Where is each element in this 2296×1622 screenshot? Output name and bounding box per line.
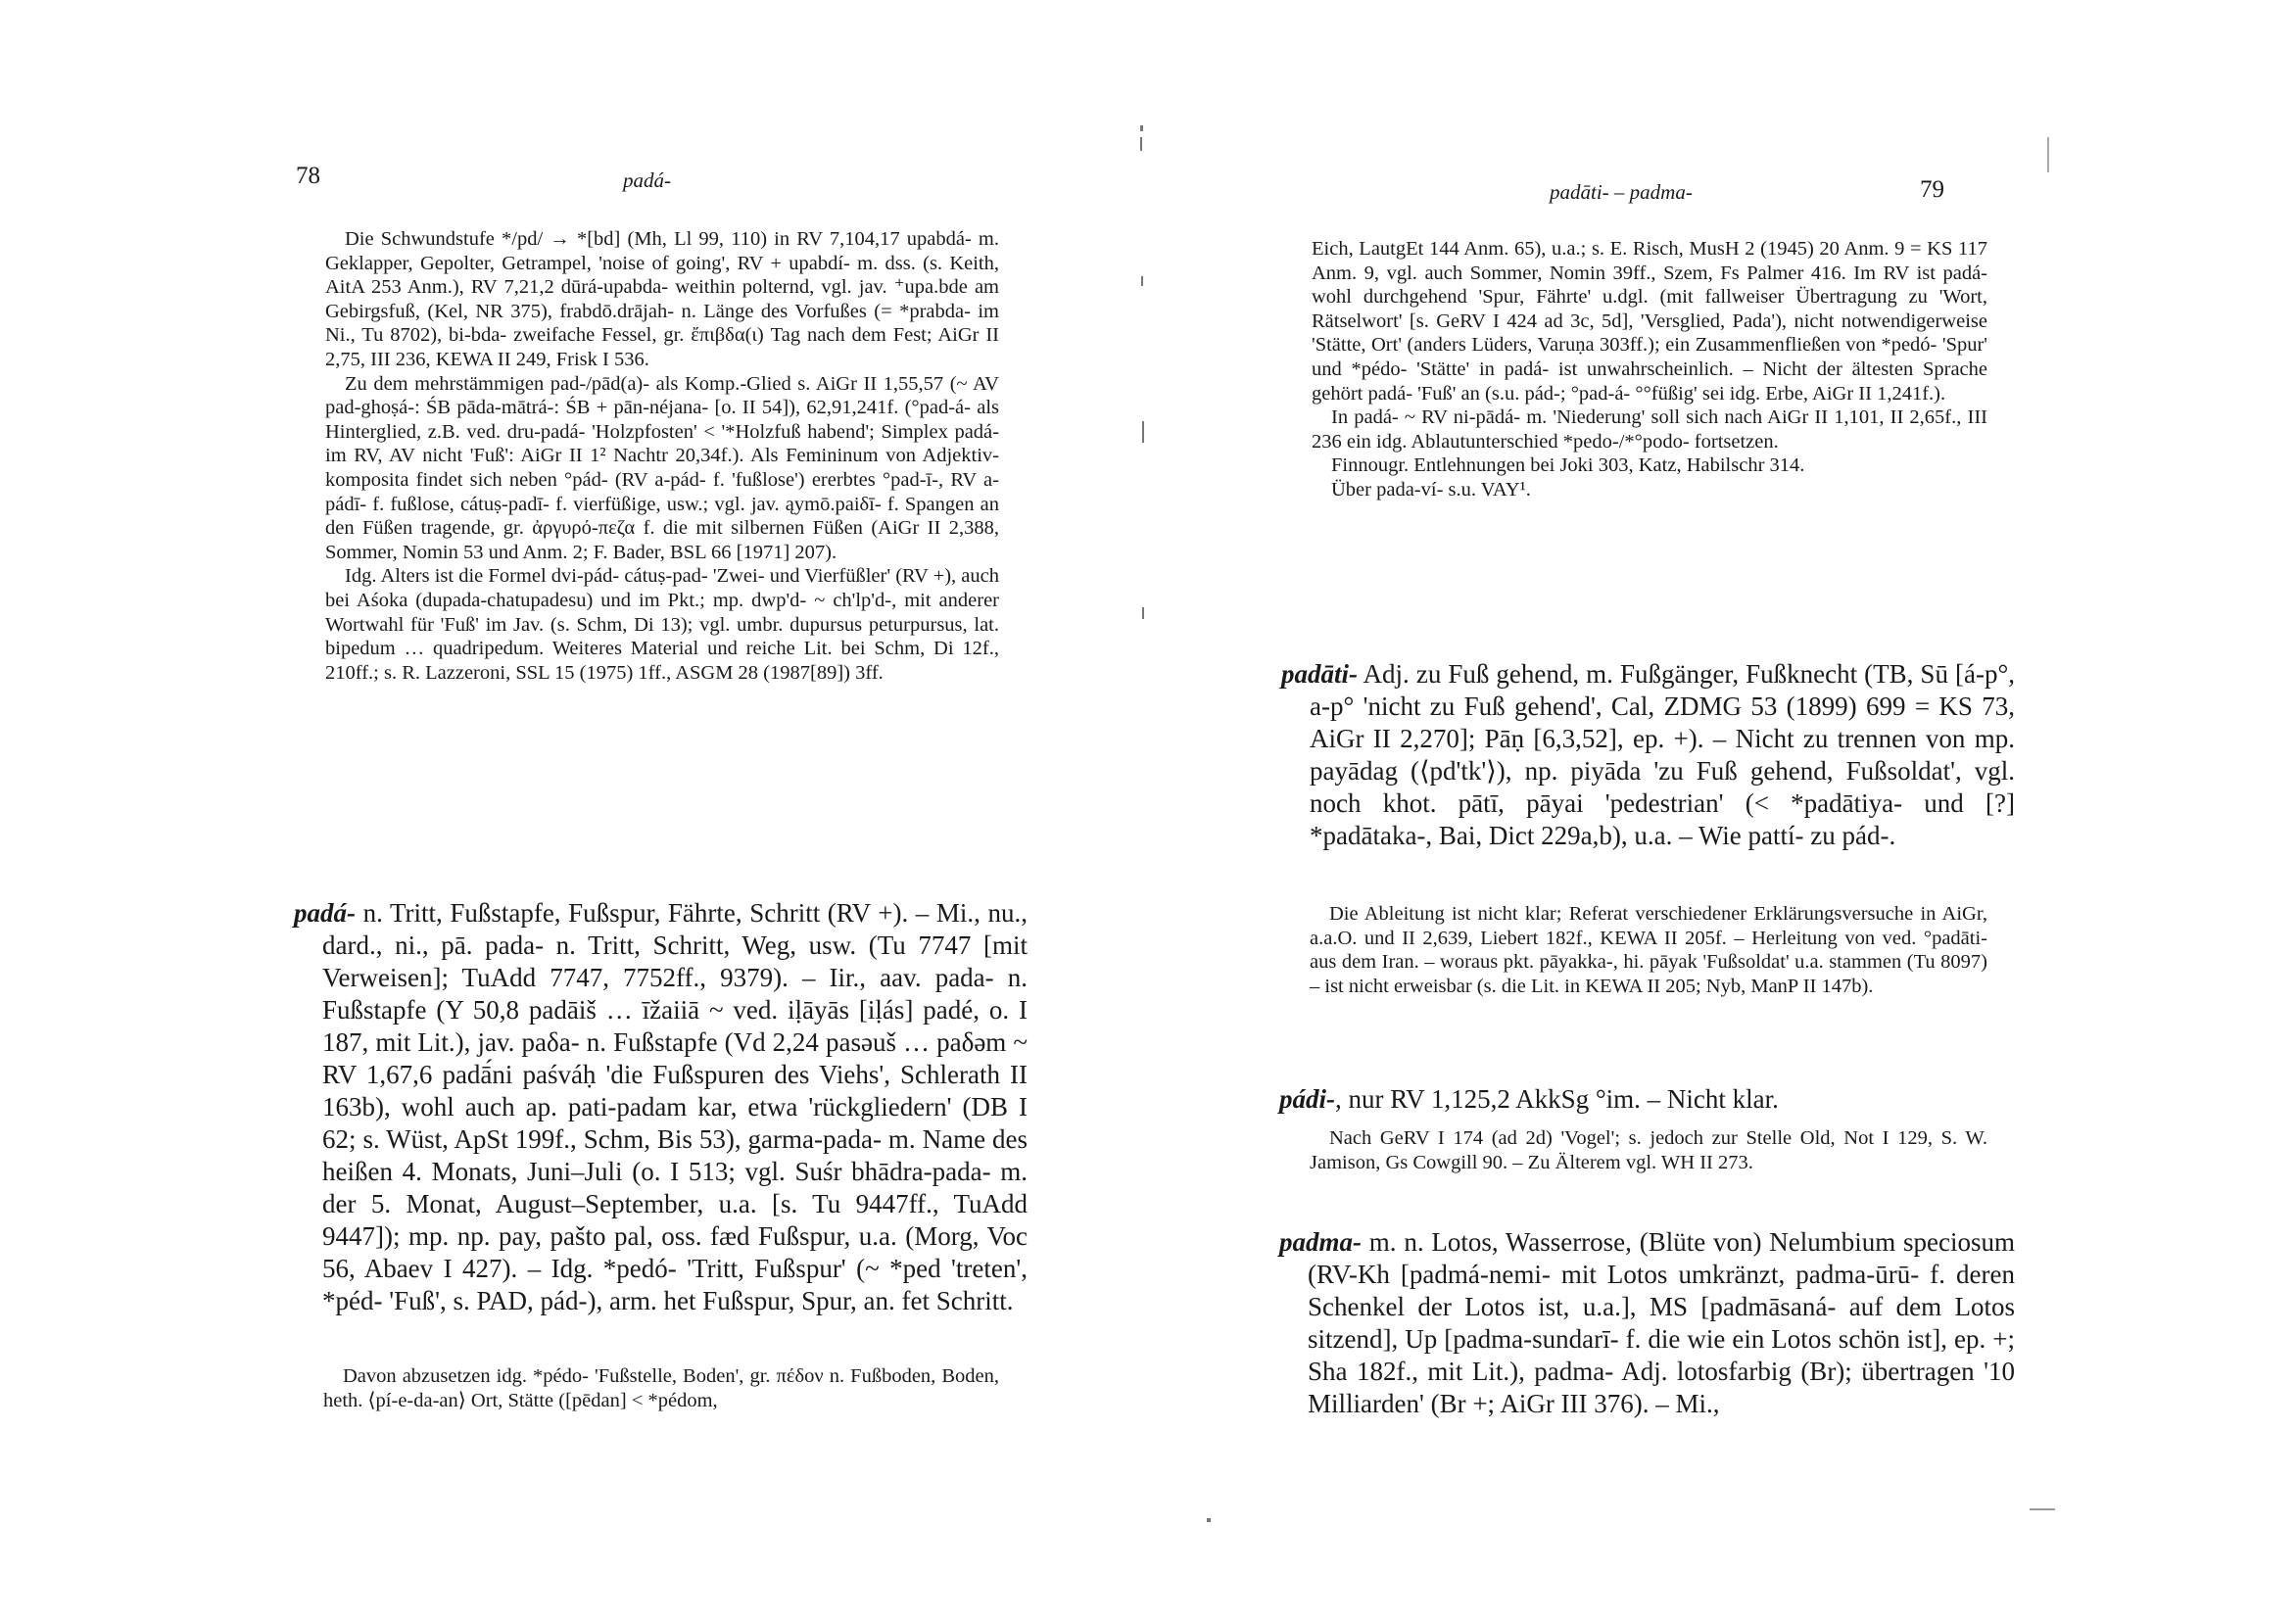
dictionary-entry	[1279, 1226, 2015, 1420]
commentary-block	[325, 227, 999, 685]
paragraph: In padá- ~ RV ni-pādá- m. 'Niederung' soll sich nach AiGr II 1,101, II 2,65f., III 236 ein idg. Ablautunterschied *pedo-/*°podo- fortsetzen.	[1312, 406, 1987, 453]
scan-speck	[1141, 276, 1143, 286]
paragraph: Finnougr. Entlehnungen bei Joki 303, Katz, Habilschr 314.	[1331, 454, 1805, 477]
scan-speck	[1142, 421, 1144, 443]
running-head: padāti- – padma-	[1550, 180, 1693, 204]
scan-speck	[1207, 1518, 1211, 1522]
paragraph: Über pada-ví- s.u. VAY¹.	[1331, 478, 1531, 501]
entry-text: m. n. Lotos, Wasserrose, (Blüte von) Nelumbium speciosum (RV-Kh [padmá-nemi- mit Lotos umkränzt, padma-ūrū- f. deren Schenkel der Lotos ist, u.a.], MS [padmāsaná- auf dem Lotos sitzend], Up [padma-sundarī- f. die wie ein Lotos schön ist], ep. +; Sha 182f., mit Lit.), padma- Adj. lotosfarbig (Br); übertragen '10 Milliarden' (Br +; AiGr III 376). – Mi.,	[1308, 1227, 2015, 1418]
headword: pádi-	[1279, 1084, 1335, 1114]
paragraph: Zu dem mehrstämmigen pad-/pād(a)- als Komp.-Glied s. AiGr II 1,55,57 (~ AV pad-ghoṣá-: ŚB pāda-mātrá-: ŚB + pān-néjana- [o. II 54]), 62,91,241f. (°pad-á- als Hinterglied, z.B. ved. dru-padá- 'Holzpfosten' < '*Holzfuß habend'; Simplex padá- im RV, AV nicht 'Fuß': AiGr II 1² Nachtr 20,34f.). Als Femininum von Adjektiv-komposita findet sich neben °pád- (RV a-pád- f. 'fußlose') ererbtes °pad-ī-, RV a-pádī- f. fußlose, cátuṣ-padī- f. vierfüßige, usw.; vgl. jav. ąymō.paiδī- f. Spangen an den Füßen tragende, gr. ἀργυρό-πεζα f. die mit silbernen Füßen (AiGr II 2,388, Sommer, Nomin 53 und Anm. 2; F. Bader, BSL 66 [1971] 207).	[325, 372, 999, 563]
entry-text: n. Tritt, Fußstapfe, Fußspur, Fährte, Schritt (RV +). – Mi., nu., dard., ni., pā. pada- n. Tritt, Schritt, Weg, usw. (Tu 7747 [mit Verweisen]; TuAdd 7747, 7752ff., 9379). – Iir., aav. pada- n. Fußstapfe (Y 50,8 padāiš … īžaiiā ~ ved. iḷāyās [iḷás] padé, o. I 187, mit Lit.), jav. paδa- n. Fußstapfe (Vd 2,24 pasəuš … paδəm ~ RV 1,67,6 padā́ni paśváḥ 'die Fußspuren des Viehs', Schlerath II 163b), wohl auch ap. pati-padam kar, etwa 'rückgliedern' (DB I 62; s. Wüst, ApSt 199f., Schm, Bis 53), garma-pada- m. Name des heißen 4. Monats, Juni–Juli (o. I 513; vgl. Suśr bhādra-pada- m. der 5. Monat, August–September, u.a. [s. Tu 9447ff., TuAdd 9447]); mp. np. pay, pašto pal, oss. fæd Fußspur, u.a. (Morg, Voc 56, Abaev I 427). – Idg. *pedó- 'Tritt, Fußspur' (~ *ped 'treten', *péd- 'Fuß', s. PAD, pád-), arm. het Fußspur, Spur, an. fet Schritt.	[322, 898, 1028, 1315]
dictionary-entry	[294, 897, 1028, 1317]
entry-text: Adj. zu Fuß gehend, m. Fußgänger, Fußknecht (TB, Sū [á-p°, a-p° 'nicht zu Fuß gehend', Cal, ZDMG 53 (1899) 699 = KS 73, AiGr II 2,270]; Pāṇ [6,3,52], ep. +). – Nicht zu trennen von mp. payādag (⟨pd'tk'⟩), np. piyāda 'zu Fuß gehend, Fußsoldat', vgl. noch khot. pātī, pāyai 'pedestrian' (< *padātiya- und [?] *padātaka-, Bai, Dict 229a,b), u.a. – Wie pattí- zu pád-.	[1310, 659, 2015, 850]
scan-speck	[2047, 137, 2049, 172]
commentary-block	[323, 1364, 999, 1412]
commentary-block	[1310, 902, 1987, 998]
paragraph: Idg. Alters ist die Formel dvi-pád- cátuṣ-pad- 'Zwei- und Vierfüßler' (RV +), auch bei Aśoka (dupada-chatupadesu) und im Pkt.; mp. dwp'd- ~ ch'lp'd-, mit anderer Wortwahl für 'Fuß' im Jav. (s. Schm, Di 13); vgl. umbr. dupursus peturpursus, lat. bipedum … quadripedum. Weiteres Material und reiche Lit. bei Schm, Di 12f., 210ff.; s. R. Lazzeroni, SSL 15 (1975) 1ff., ASGM 28 (1987[89]) 3ff.	[325, 565, 999, 684]
paragraph: Davon abzusetzen idg. *pédo- 'Fußstelle, Boden', gr. πέδον n. Fußboden, Boden, heth. ⟨pí-e-da-an⟩ Ort, Stätte ([pēdan] < *pédom,	[323, 1365, 999, 1411]
headword: padma-	[1279, 1227, 1362, 1257]
dictionary-entry	[1281, 658, 2015, 852]
running-head: padá-	[623, 168, 671, 192]
scan-speck	[2030, 1508, 2055, 1510]
scan-speck	[1142, 607, 1144, 619]
headword: padāti-	[1281, 659, 1358, 689]
headword: padá-	[294, 898, 356, 928]
page-number: 79	[1920, 176, 1944, 203]
entry-text: , nur RV 1,125,2 AkkSg °im. – Nicht klar.	[1335, 1084, 1779, 1114]
paragraph: Nach GeRV I 174 (ad 2d) 'Vogel'; s. jedoch zur Stelle Old, Not I 129, S. W. Jamison, Gs Cowgill 90. – Zu Älterem vgl. WH II 273.	[1310, 1127, 1987, 1173]
dictionary-entry	[1279, 1083, 2015, 1116]
paragraph: Die Schwundstufe */pd/ → *[bd] (Mh, Ll 99, 110) in RV 7,104,17 upabdá- m. Geklapper, Gepolter, Getrampel, 'noise of going', RV + upabdí- m. dss. (s. Keith, AitA 253 Anm.), RV 7,21,2 dūrá-upabda- weithin polternd, vgl. jav. ⁺upa.bde am Gebirgsfuß, (Kel, NR 375), frabdō.drājah- n. Länge des Vorfußes (= *prabda- im Ni., Tu 8702), bi-bda- zweifache Fessel, gr. ἔπιβδα(ι) Tag nach dem Fest; AiGr II 2,75, III 236, KEWA II 249, Frisk I 536.	[325, 228, 999, 370]
commentary-block	[1310, 1126, 1987, 1174]
scan-speck	[1140, 125, 1143, 131]
paragraph: Die Ableitung ist nicht klar; Referat verschiedener Erklärungsversuche in AiGr, a.a.O. und II 2,639, Liebert 182f., KEWA II 205f. – Herleitung von ved. °padāti- aus dem Iran. – woraus pkt. pāyakka-, hi. pāyak 'Fußsoldat' u.a. stammen (Tu 8097) – ist nicht erweisbar (s. die Lit. in KEWA II 205; Nyb, ManP II 147b).	[1310, 903, 1987, 997]
commentary-block	[1312, 237, 1987, 502]
page-number: 78	[296, 163, 320, 189]
right-page	[1148, 0, 2296, 1622]
paragraph: Eich, LautgEt 144 Anm. 65), u.a.; s. E. Risch, MusH 2 (1945) 20 Anm. 9 = KS 117 Anm. 9, vgl. auch Sommer, Nomin 39ff., Szem, Fs Palmer 416. Im RV ist padá- wohl durchgehend 'Spur, Fährte' u.dgl. (mit fallweiser Übertragung zu 'Wort, Rätselwort' [s. GeRV I 424 ad 3c, 5d], 'Versglied, Pada'), nicht notwendigerweise 'Stätte, Ort' (anders Lüders, Varuṇa 303ff.); ein Zusammenfließen von *pedó- 'Spur' und *pédo- 'Stätte' in padá- ist unwahrscheinlich. – Nicht der ältesten Sprache gehört padá- 'Fuß' an (s.u. pád-; °pad-á- °°füßig' sei idg. Erbe, AiGr II 1,241f.).	[1312, 238, 1987, 405]
scan-speck	[1140, 137, 1142, 151]
